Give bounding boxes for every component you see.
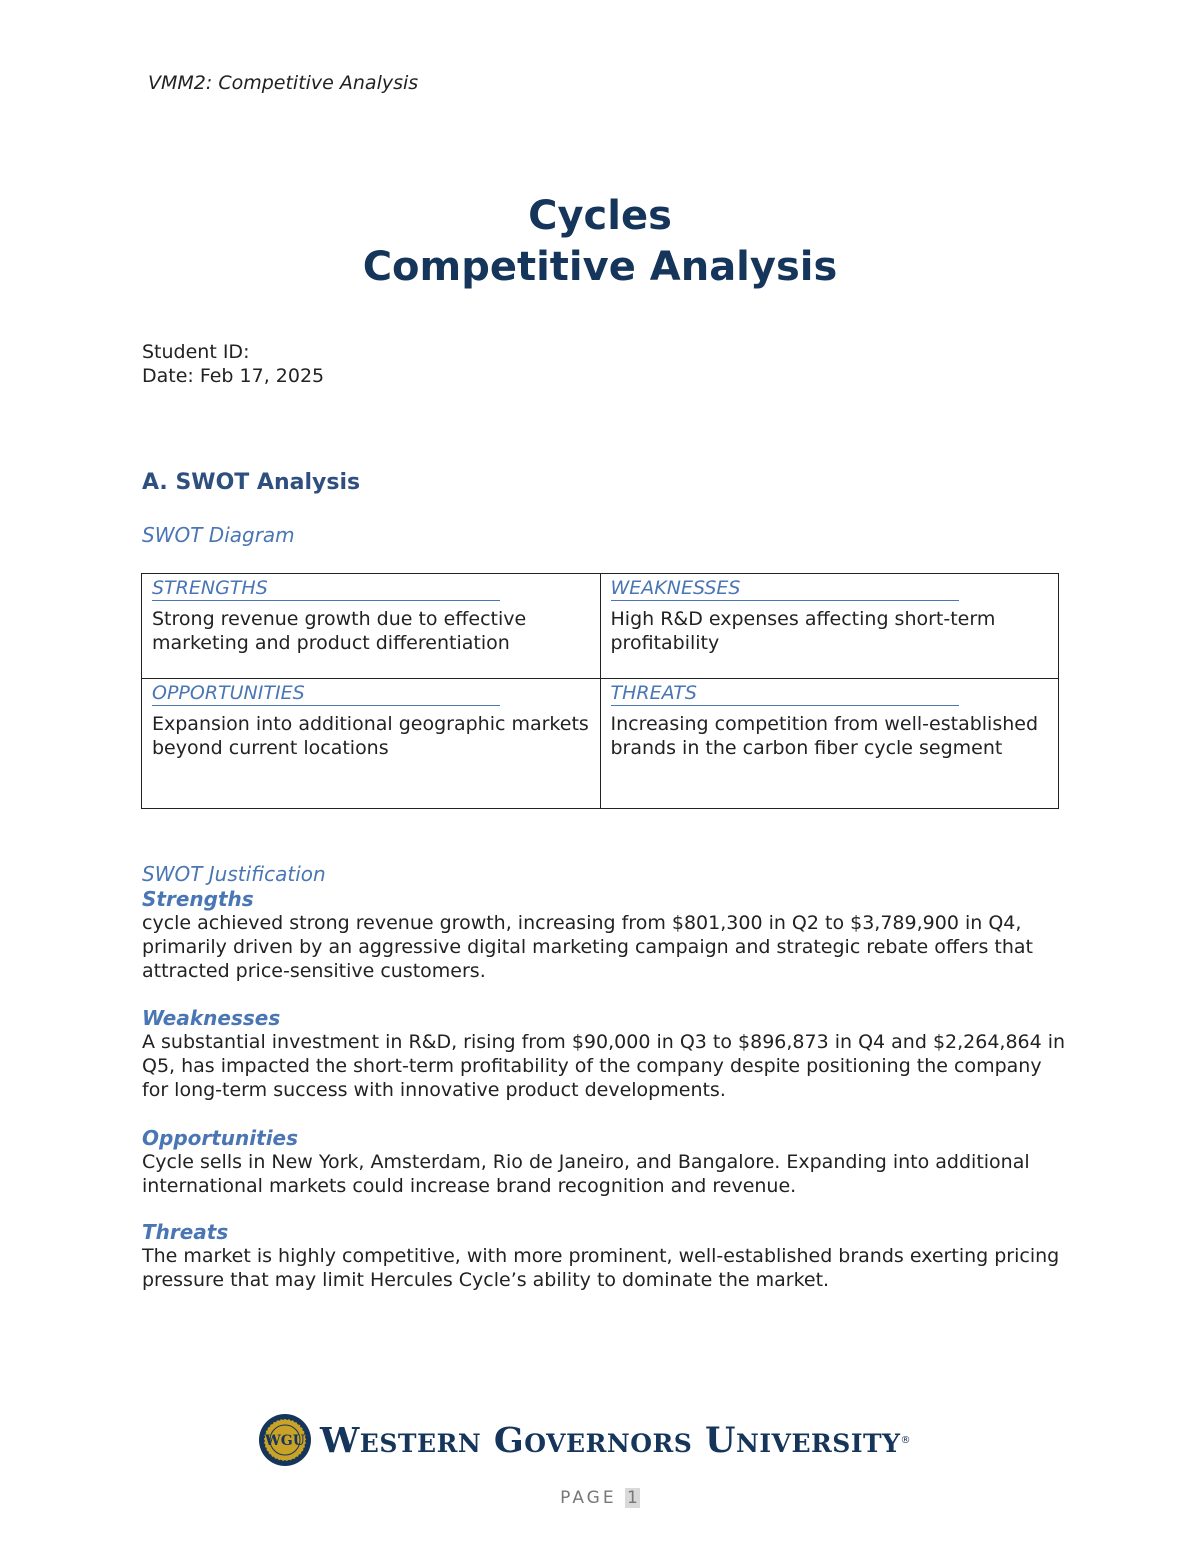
trademark-symbol: ® — [900, 1434, 911, 1446]
swot-text-strengths: Strong revenue growth due to effective marketing and product differentiation — [152, 608, 527, 654]
wgu-seal-text: WGU — [265, 1433, 305, 1449]
document-date: Date: Feb 17, 2025 — [142, 365, 325, 387]
swot-diagram-label: SWOT Diagram — [142, 523, 295, 547]
swot-row — [142, 679, 1059, 809]
student-id: Student ID: — [142, 341, 250, 363]
running-header: VMM2: Competitive Analysis — [148, 72, 419, 94]
justification-text-weaknesses: A substantial investment in R&D, rising from $90,000 in Q3 to $896,873 in Q4 and $2,264,864 in Q5, has impacted the short-term profitability of the company despite positioning the company for long-term success with innovative product developments. — [142, 1031, 1066, 1101]
document-title-line2: Competitive Analysis — [362, 244, 838, 290]
justification-label-opportunities: Opportunities — [142, 1126, 299, 1150]
swot-label-weaknesses: WEAKNESSES — [611, 577, 959, 601]
section-heading-swot: A. SWOT Analysis — [142, 470, 361, 495]
justification-text-opportunities: Cycle sells in New York, Amsterdam, Rio de Janeiro, and Bangalore. Expanding into additional international markets could increase brand recognition and revenue. — [142, 1151, 1030, 1197]
swot-text-threats: Increasing competition from well-established brands in the carbon fiber cycle segment — [610, 713, 1039, 759]
swot-text-opportunities: Expansion into additional geographic markets beyond current locations — [152, 713, 589, 759]
swot-cell-strengths — [142, 574, 601, 679]
swot-cell-threats — [600, 679, 1059, 809]
wgu-logo — [258, 1412, 910, 1468]
swot-cell-weaknesses — [600, 574, 1059, 679]
justification-text-strengths: cycle achieved strong revenue growth, increasing from $801,300 in Q2 to $3,789,900 in Q4, primarily driven by an aggressive digital marketing campaign and strategic rebate offers that attracted price-sensitive customers. — [142, 912, 1034, 982]
swot-label-threats: THREATS — [611, 682, 959, 706]
swot-label-strengths: STRENGTHS — [152, 577, 500, 601]
swot-text-weaknesses: High R&D expenses affecting short-term profitability — [610, 608, 996, 654]
swot-row — [142, 574, 1059, 679]
swot-label-opportunities: OPPORTUNITIES — [152, 682, 500, 706]
swot-cell-opportunities — [142, 679, 601, 809]
page-footer — [0, 1488, 1200, 1508]
wgu-seal-icon — [258, 1413, 312, 1467]
page-number: 1 — [627, 1488, 638, 1508]
swot-diagram-table — [141, 573, 1059, 809]
justification-label-weaknesses: Weaknesses — [142, 1006, 281, 1030]
justification-text-threats: The market is highly competitive, with more prominent, well-established brands exerting pricing pressure that may limit Hercules Cycle’s ability to dominate the market. — [142, 1245, 1060, 1291]
document-title-line1: Cycles — [528, 193, 672, 239]
justification-label-strengths: Strengths — [142, 887, 254, 911]
justification-label-threats: Threats — [142, 1220, 229, 1244]
wgu-wordmark: Western Governors University — [320, 1419, 901, 1461]
swot-justification-title: SWOT Justification — [142, 862, 326, 886]
page-label: PAGE — [560, 1488, 617, 1508]
